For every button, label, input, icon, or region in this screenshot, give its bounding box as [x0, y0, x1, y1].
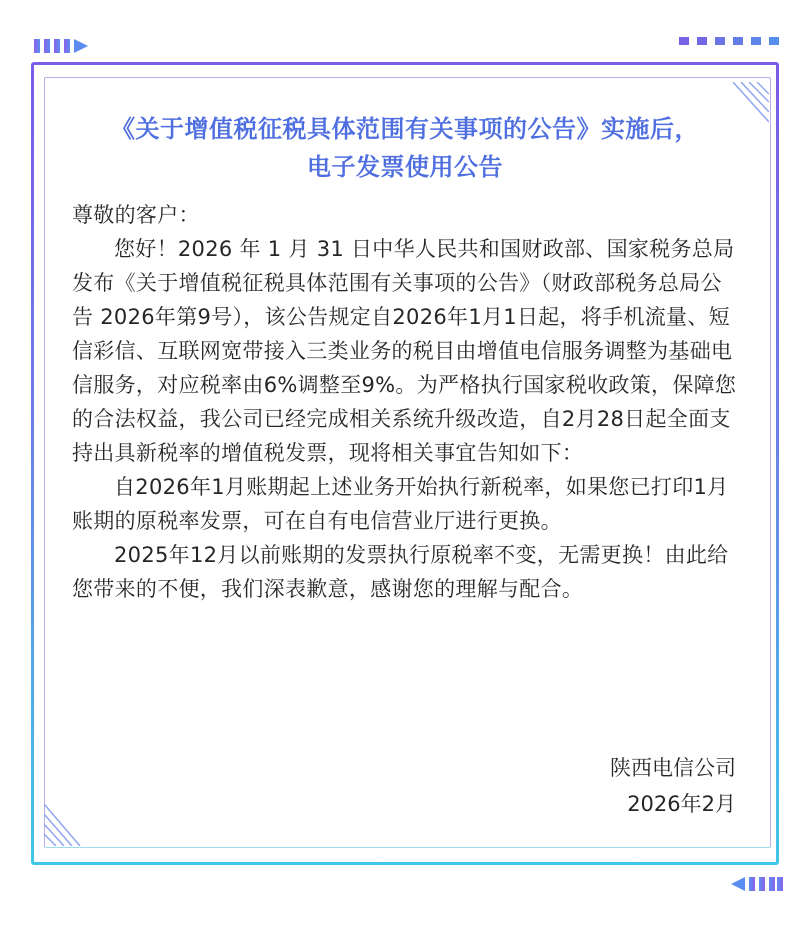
greeting: 尊敬的客户：	[72, 203, 200, 227]
corner-arrow-decoration-top-left	[34, 38, 90, 54]
dash-row-decoration-top-right	[679, 37, 779, 47]
paragraph-3: 2025年12月以前账期的发票执行原税率不变，无需更换！由此给您带来的不便，我们深表歉意，感谢您的理解与配合。	[72, 543, 729, 601]
signature-date: 2026年2月	[627, 792, 736, 816]
hatch-corner-decoration-bottom-left	[44, 796, 84, 846]
corner-arrow-decoration-bottom-right	[731, 875, 783, 893]
notice-title	[60, 110, 750, 186]
signature-block	[610, 750, 736, 822]
paragraph-1: 您好！2026 年 1 月 31 日中华人民共和国财政部、国家税务总局发布《关于增值税征税具体范围有关事项的公告》（财政部税务总局公告 2026年第9号），该公告规定自2026年1月1日起，将手机流量、短信彩信、互联网宽带接入三类业务的税目由增值电信服务调整为基础电信服务，对应税率由6%调整至9%。为严格执行国家税收政策，保障您的合法权益，我公司已经完成相关系统升级改造，自2月28日起全面支持出具新税率的增值税发票，现将相关事宜告知如下：	[72, 237, 737, 465]
paragraph-2: 自2026年1月账期起上述业务开始执行新税率，如果您已打印1月账期的原税率发票，可在自有电信营业厅进行更换。	[72, 475, 729, 533]
title-line-2: 电子发票使用公告	[307, 153, 503, 181]
signature-company: 陕西电信公司	[610, 756, 736, 780]
notice-body	[72, 198, 740, 606]
title-line-1: 《关于增值税征税具体范围有关事项的公告》实施后，	[111, 115, 699, 143]
